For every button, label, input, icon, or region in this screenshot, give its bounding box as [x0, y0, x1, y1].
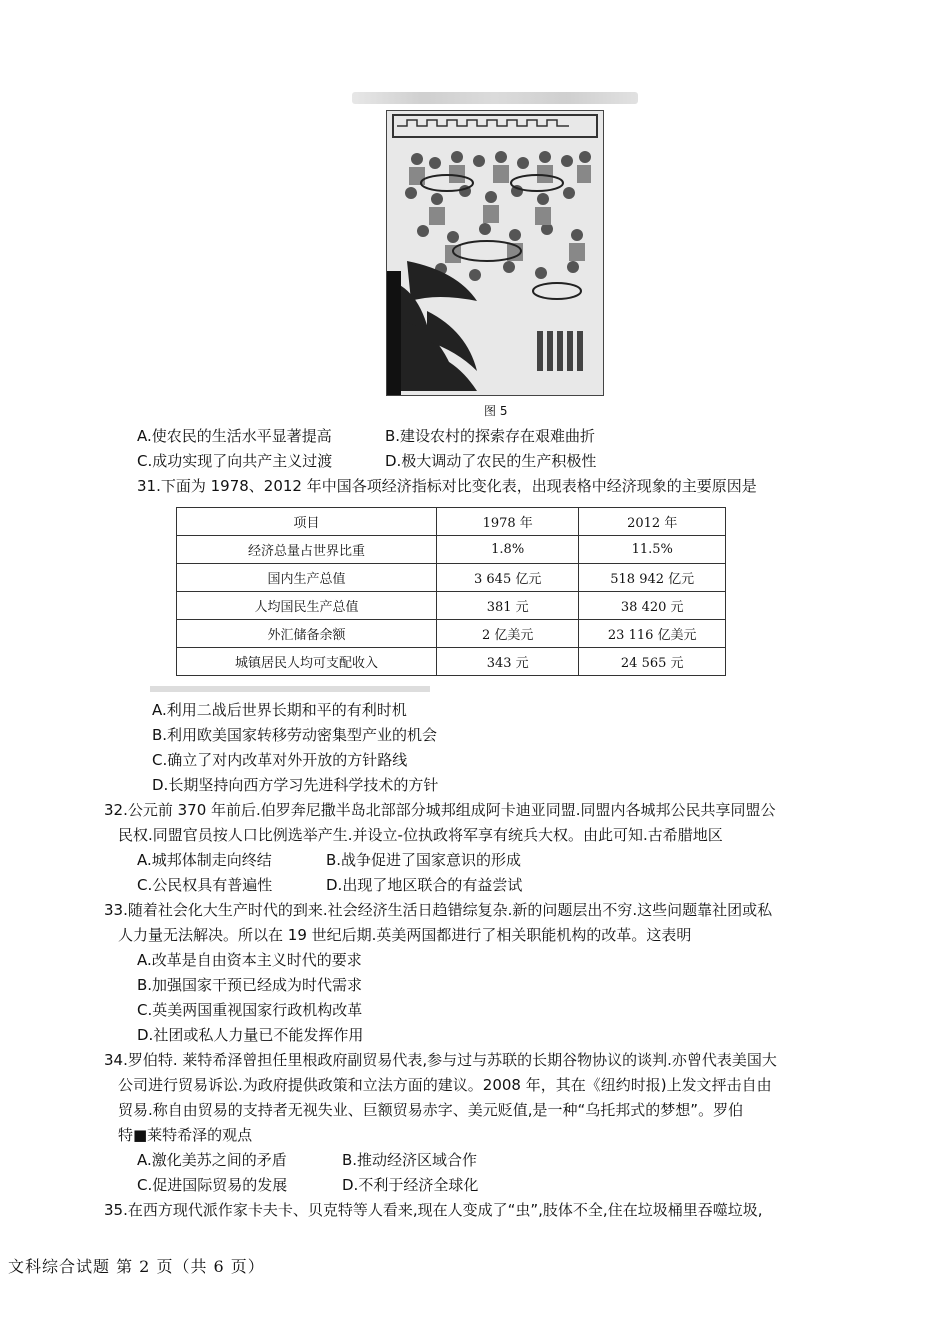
economic-indicators-table: [176, 507, 726, 676]
table-cell: 城镇居民人均可支配收入: [177, 648, 437, 676]
table-cell: 518 942 亿元: [579, 564, 726, 592]
q33-option-c: C.英美两国重视国家行政机构改革: [137, 1001, 363, 1019]
q31-option-b: B.利用欧美国家转移劳动密集型产业的机会: [152, 726, 438, 744]
q32-option-c: C.公民权具有普遍性: [137, 876, 273, 894]
table-cell: 外汇储备余额: [177, 620, 437, 648]
table-row: [177, 620, 726, 648]
q31-option-d: D.长期坚持向西方学习先进科学技术的方针: [152, 776, 439, 794]
q30-option-a: A.使农民的生活水平显著提高: [137, 427, 332, 445]
table-row: [177, 536, 726, 564]
q34-option-c: C.促进国际贸易的发展: [137, 1176, 288, 1194]
q35-stem: 35.在西方现代派作家卡夫卡、贝克特等人看来,现在人变成了“虫”,肢体不全,住在垃圾桶里吞噬垃圾,: [104, 1201, 763, 1219]
q34-stem-line-4: 特■莱特希泽的观点: [118, 1126, 253, 1144]
table-header-cell: 项目: [177, 508, 437, 536]
q34-stem-line-1: 34.罗伯特. 莱特希泽曾担任里根政府副贸易代表,参与过与苏联的长期谷物协议的谈判.亦曾代表美国大: [104, 1051, 777, 1069]
figure-5-illustration: [386, 110, 604, 396]
scan-artifact-heading: [352, 92, 638, 104]
q34-stem-line-2: 公司进行贸易诉讼.为政府提供政策和立法方面的建议。2008 年，其在《纽约时报)上发文抨击自由: [118, 1076, 772, 1094]
q32-option-a: A.城邦体制走向终结: [137, 851, 272, 869]
q32-option-b: B.战争促进了国家意识的形成: [326, 851, 522, 869]
q33-option-b: B.加强国家干预已经成为时代需求: [137, 976, 363, 994]
q30-option-b: B.建设农村的探索存在艰难曲折: [385, 427, 596, 445]
q31-option-c: C.确立了对内改革对外开放的方针路线: [152, 751, 408, 769]
q34-option-b: B.推动经济区域合作: [342, 1151, 478, 1169]
q34-option-a: A.激化美苏之间的矛盾: [137, 1151, 287, 1169]
data-table: [176, 507, 726, 676]
table-header-row: [177, 508, 726, 536]
q33-stem-line-2: 人力量无法解决。所以在 19 世纪后期.英美两国都进行了相关职能机构的改革。这表明: [118, 926, 692, 944]
table-cell: 国内生产总值: [177, 564, 437, 592]
table-row: [177, 592, 726, 620]
table-cell: 38 420 元: [579, 592, 726, 620]
q32-stem-line-2: 民权.同盟官员按人口比例选举产生.并设立-位执政将军享有统兵大权。由此可知.古希腊地区: [118, 826, 723, 844]
q31-option-a: A.利用二战后世界长期和平的有利时机: [152, 701, 407, 719]
table-cell: 3 645 亿元: [436, 564, 579, 592]
page-footer: 文科综合试题 第 2 页（共 6 页）: [8, 1257, 265, 1276]
table-cell: 381 元: [436, 592, 579, 620]
table-cell: 24 565 元: [579, 648, 726, 676]
table-cell: 经济总量占世界比重: [177, 536, 437, 564]
table-cell: 人均国民生产总值: [177, 592, 437, 620]
table-cell: 11.5%: [579, 536, 726, 564]
table-header-cell: 2012 年: [579, 508, 726, 536]
q30-option-d: D.极大调动了农民的生产积极性: [385, 452, 597, 470]
q31-stem: 31.下面为 1978、2012 年中国各项经济指标对比变化表，出现表格中经济现象的主要原因是: [137, 477, 757, 495]
q33-option-a: A.改革是自由资本主义时代的要求: [137, 951, 362, 969]
q30-option-c: C.成功实现了向共产主义过渡: [137, 452, 333, 470]
q33-stem-line-1: 33.随着社会化大生产时代的到来.社会经济生活日趋错综复杂.新的问题层出不穷.这些问题靠社团或私: [104, 901, 773, 919]
table-cell: 23 116 亿美元: [579, 620, 726, 648]
q34-stem-line-3: 贸易.称自由贸易的支持者无视失业、巨额贸易赤字、美元贬值,是一种“乌托邦式的梦想”。罗伯: [118, 1101, 744, 1119]
scan-artifact-table-note: [150, 686, 430, 692]
q32-option-d: D.出现了地区联合的有益尝试: [326, 876, 523, 894]
table-row: [177, 564, 726, 592]
q33-option-d: D.社团或私人力量已不能发挥作用: [137, 1026, 364, 1044]
table-cell: 2 亿美元: [436, 620, 579, 648]
q32-stem-line-1: 32.公元前 370 年前后.伯罗奔尼撒半岛北部部分城邦组成阿卡迪亚同盟.同盟内各城邦公民共享同盟公: [104, 801, 776, 819]
table-cell: 343 元: [436, 648, 579, 676]
table-cell: 1.8%: [436, 536, 579, 564]
table-header-cell: 1978 年: [436, 508, 579, 536]
q34-option-d: D.不利于经济全球化: [342, 1176, 479, 1194]
figure-caption: 图 5: [484, 404, 508, 418]
woodcut-image: [387, 111, 603, 395]
table-row: [177, 648, 726, 676]
